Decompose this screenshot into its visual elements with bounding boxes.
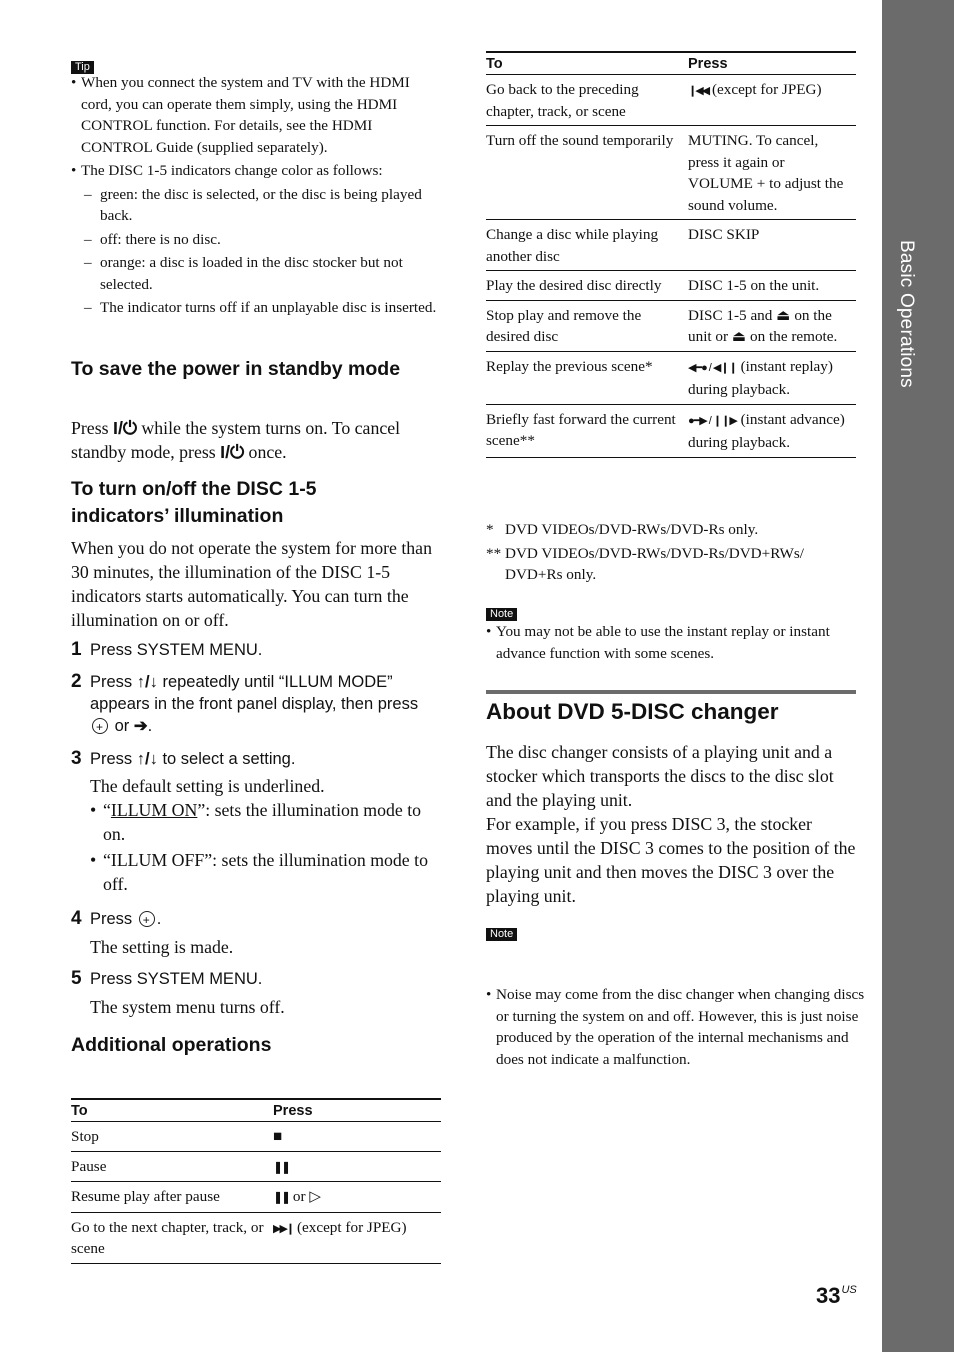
table-row (71, 1151, 441, 1182)
press-cell: DISC 1-5 on the unit. (688, 271, 856, 301)
table-row (486, 351, 856, 404)
instant-replay-icon: ◀━● / ◀❙❙ (688, 361, 737, 374)
tip-bullet: • When you connect the system and TV with the HDMI cord, you can operate them simply, using the HDMI CONTROL function. For details, see the HDMI CONTROL Guide (supplied separately). (71, 72, 443, 158)
table-row (71, 1212, 441, 1263)
operation-cell: Go to the next chapter, track, or scene (71, 1212, 273, 1263)
footnote-mark: * (486, 521, 494, 538)
note-badge (486, 604, 517, 622)
step-4 (71, 908, 441, 959)
table-row (71, 1122, 441, 1152)
standby-text-part: once. (244, 442, 287, 462)
column-header: To (486, 52, 688, 75)
right-arrow-icon: ➔ (133, 717, 148, 735)
note-text: • Noise may come from the disc changer when changing discs or turning the system on and off. However, this is just noise produced by the operation of the internal mechanisms and does not indicate a malfunction. (486, 984, 866, 1070)
step-5 (71, 968, 441, 1019)
press-cell (688, 404, 856, 457)
press-cell (688, 75, 856, 126)
press-cell: MUTING. To cancel, press it again or VOLUME + to adjust the sound volume. (688, 126, 856, 220)
option-text: ”: sets the illumination mode to on. (103, 800, 422, 844)
column-header: Press (273, 1099, 441, 1122)
operation-cell: Stop play and remove the desired disc (486, 300, 688, 351)
table-header-row (486, 52, 856, 75)
table-row (486, 75, 856, 126)
operation-cell: Stop (71, 1122, 273, 1152)
step-note: The setting is made. (90, 937, 234, 957)
step-text-part: . (156, 910, 162, 928)
table-row (486, 404, 856, 457)
tip-tag: Tip (71, 61, 94, 74)
illum-option: • “ILLUM OFF”: sets the illumination mode to off. (90, 848, 441, 896)
step-instruction (90, 671, 441, 737)
pause-icon: ❚❚ (273, 1159, 290, 1174)
step-2 (71, 671, 441, 737)
step-number: 5 (71, 968, 82, 989)
page-number-value: 33 (816, 1283, 841, 1308)
footnotes (486, 519, 856, 586)
step-text-part: . (147, 717, 153, 735)
note-tag: Note (486, 928, 517, 941)
operation-cell: Change a disc while playing another disc (486, 220, 688, 271)
step-number: 4 (71, 908, 82, 929)
step-instruction: Press SYSTEM MENU. (90, 641, 263, 659)
default-option: ILLUM ON (110, 800, 198, 820)
step-instruction (90, 908, 441, 930)
press-text: (instant advance) during playback. (688, 410, 845, 451)
pause-icon: ❚❚ (273, 1190, 290, 1204)
table-row (486, 220, 856, 271)
standby-text (71, 416, 443, 464)
page-region-suffix: US (841, 1284, 857, 1296)
step-text-part: to select a setting. (157, 750, 296, 768)
footnote (486, 543, 856, 586)
operation-cell: Replay the previous scene* (486, 351, 688, 404)
step-text-part: Press (90, 750, 137, 768)
step-note: The system menu turns off. (90, 997, 285, 1017)
changer-paragraph: The disc changer consists of a playing unit and a stocker which transports the discs to the disc slot and the playing unit. (486, 742, 834, 810)
changer-heading: About DVD 5-DISC changer (486, 699, 779, 724)
operation-cell: Pause (71, 1151, 273, 1182)
operation-cell: Go back to the preceding chapter, track, or scene (486, 75, 688, 126)
side-tab-label: Basic Operations (896, 240, 917, 388)
step-text-part: Press (90, 910, 137, 928)
press-text: (instant replay) during playback. (688, 357, 833, 398)
illum-intro: When you do not operate the system for more than 30 minutes, the illumination of the DISC 1-5 indicators starts automatically. You can turn the illumination on or off. (71, 538, 432, 630)
press-cell: DISC 1-5 and ⏏ on the unit or ⏏ on the remote. (688, 300, 856, 351)
operation-cell: Resume play after pause (71, 1182, 273, 1213)
tip-content (71, 72, 443, 319)
step-text-part: or (110, 717, 134, 735)
note-tag: Note (486, 608, 517, 621)
step-number: 3 (71, 748, 82, 769)
column-header: To (71, 1099, 273, 1122)
note-badge (486, 924, 517, 942)
tip-color-item: – off: there is no disc. (71, 229, 443, 251)
table-row (486, 271, 856, 301)
up-down-arrow-icon: ↑/↓ (136, 750, 158, 768)
note-text: • You may not be able to use the instant replay or instant advance function with some scenes. (486, 621, 856, 664)
additional-operations-table (71, 1098, 441, 1264)
footnote-text: DVD VIDEOs/DVD-RWs/DVD-Rs/DVD+RWs/ DVD+Rs only. (505, 544, 804, 583)
footnote-mark: ** (486, 544, 502, 562)
press-text: (except for JPEG) (293, 1218, 407, 1236)
step-1 (71, 639, 441, 661)
footnote (486, 519, 856, 541)
step-instruction (90, 748, 441, 770)
step-note: The default setting is underlined. (90, 776, 325, 796)
step-number: 1 (71, 639, 82, 660)
side-tab (882, 0, 954, 1352)
standby-heading: To save the power in standby mode (71, 358, 401, 380)
next-track-icon: ▶▶❙ (273, 1222, 294, 1235)
press-cell (273, 1182, 441, 1213)
step-number: 2 (71, 671, 82, 692)
tip-bullet: • The DISC 1-5 indicators change color as follows: (71, 160, 443, 182)
step-instruction: Press SYSTEM MENU. (90, 970, 263, 988)
table-row (486, 300, 856, 351)
standby-text-part: Press (71, 418, 113, 438)
press-cell (273, 1151, 441, 1182)
step-text-part: repeatedly until “ILLUM MODE” appears in the front panel display, then press (90, 673, 419, 713)
footnote-text: DVD VIDEOs/DVD-RWs/DVD-Rs only. (505, 521, 759, 538)
table-row (71, 1182, 441, 1213)
illum-heading: To turn on/off the DISC 1-5 indicators’ illumination (71, 478, 317, 527)
standby-text-part: while the system turns on. To cancel standby mode, press (71, 418, 401, 462)
previous-track-icon: ❙◀◀ (688, 85, 709, 97)
press-cell (273, 1122, 441, 1152)
page-number (816, 1283, 857, 1309)
operation-cell: Play the desired disc directly (486, 271, 688, 301)
changer-paragraph: For example, if you press DISC 3, the stocker moves until the DISC 3 comes to the position of the playing unit and then moves the DISC 3 over the playing unit. (486, 814, 856, 906)
stop-icon: ■ (273, 1128, 283, 1145)
press-cell: DISC SKIP (688, 220, 856, 271)
additional-heading: Additional operations (71, 1034, 272, 1056)
operation-cell: Turn off the sound temporarily (486, 126, 688, 220)
tip-color-item: – green: the disc is selected, or the disc is being played back. (71, 184, 443, 227)
tip-color-item: – orange: a disc is loaded in the disc stocker but not selected. (71, 252, 443, 295)
enter-button-icon (92, 718, 108, 734)
press-cell (273, 1212, 441, 1263)
press-text: (except for JPEG) (708, 81, 822, 98)
table-header-row (71, 1099, 441, 1122)
press-cell (688, 351, 856, 404)
table-row (486, 126, 856, 220)
step-text-part: Press (90, 673, 137, 691)
operation-cell: Briefly fast forward the current scene** (486, 404, 688, 457)
up-down-arrow-icon: ↑/↓ (136, 673, 158, 691)
illum-option (90, 798, 441, 846)
power-icon: I/⏻ (113, 418, 137, 438)
press-text: or ▷ (289, 1188, 322, 1205)
power-icon: I/⏻ (220, 442, 245, 462)
column-header: Press (688, 52, 856, 75)
enter-button-icon (139, 911, 155, 927)
operations-table-continued (486, 51, 856, 458)
tip-color-item: – The indicator turns off if an unplayable disc is inserted. (71, 297, 443, 319)
option-text: “ (103, 800, 111, 820)
step-3 (71, 748, 441, 896)
instant-advance-icon: ●━▶ / ❙❙▶ (688, 414, 737, 427)
section-rule (486, 690, 856, 694)
